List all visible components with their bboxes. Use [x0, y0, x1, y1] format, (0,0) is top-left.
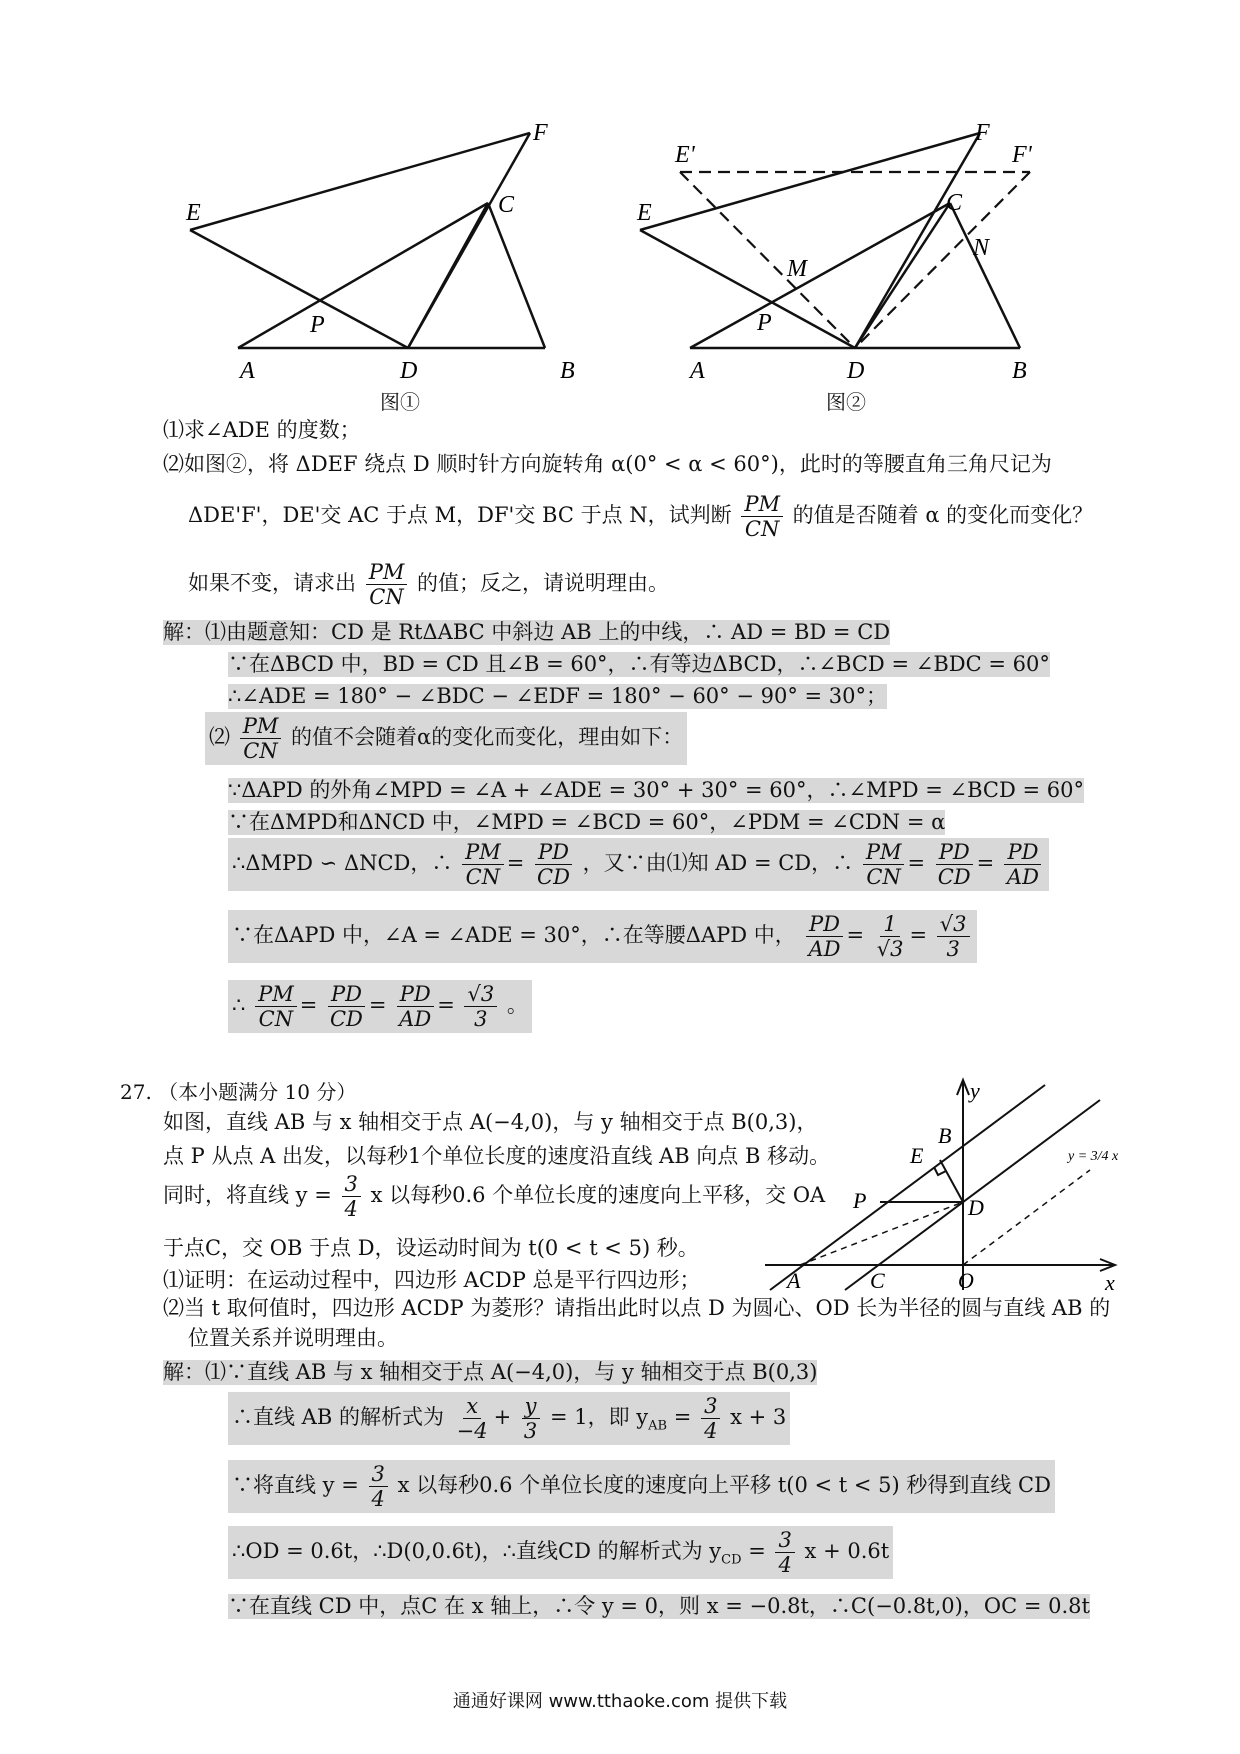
fig3-label-x: x — [1105, 1270, 1115, 1295]
q27-solution-line5: ∵在直线 CD 中，点C 在 x 轴上，∴令 y = 0，则 x = −0.8t，∴C(−0.8t,0)，OC = 0.8t — [228, 1594, 1090, 1618]
fig2-label-M: M — [787, 256, 807, 282]
fig2-label-A: A — [690, 358, 705, 384]
fig1-label-E: E — [186, 200, 201, 226]
q26-solution-line4: ⑵ $\frac{PM}{CN}$ 的值不会随着α的变化而变化，理由如下： — [205, 712, 687, 765]
fig3-label-C: C — [870, 1268, 885, 1293]
q27-solution-line1: 解：⑴∵直线 AB 与 x 轴相交于点 A(−4,0)，与 y 轴相交于点 B(0,3) — [163, 1360, 818, 1384]
fig1-label-A: A — [240, 358, 255, 384]
fig3-label-y: y — [970, 1078, 980, 1103]
q27-text-line5: ⑴证明：在运动过程中，四边形 ACDP 总是平行四边形； — [163, 1268, 701, 1292]
fig3-label-A: A — [787, 1268, 801, 1293]
q26-part2-line1: ⑵如图②，将 ΔDEF 绕点 D 顺时针方向旋转角 α(0° < α < 60°)，此时的等腰直角三角尺记为 — [163, 452, 1052, 476]
fig2-label-F: F — [975, 120, 990, 146]
figure-2-caption: 图② — [826, 390, 866, 414]
fraction-pm-cn: $\frac{PM}{CN}$ — [366, 560, 408, 609]
figure-2 — [620, 110, 1060, 410]
fig1-label-C: C — [498, 192, 515, 218]
fig1-label-D: D — [400, 358, 418, 384]
figure-1 — [150, 110, 575, 410]
q26-solution-line8: ∵在ΔAPD 中，∠A = ∠ADE = 30°，∴在等腰ΔAPD 中， $\frac{PD}{AD}$ = $\frac{1}{√3}$ = $\frac{√3}{3}$ — [228, 910, 977, 963]
q27-header: 27. （本小题满分 10 分） — [120, 1080, 357, 1104]
fig2-label-N: N — [973, 235, 990, 261]
q27-text-line4: 于点C，交 OB 于点 D，设运动时间为 t(0 < t < 5) 秒。 — [163, 1236, 699, 1260]
fraction-pm-cn: $\frac{PM}{CN}$ — [240, 714, 282, 763]
fig2-label-D: D — [847, 358, 865, 384]
figure-1-caption: 图① — [380, 390, 420, 414]
fig2-label-B: B — [1012, 358, 1027, 384]
q26-solution-line9: ∴ $\frac{PM}{CN}$ = $\frac{PD}{CD}$ = $\frac{PD}{AD}$ = $\frac{√3}{3}$ 。 — [228, 980, 532, 1033]
q27-solution-line3: ∵将直线 y = $\frac{3}{4}$ x 以每秒0.6 个单位长度的速度向上平移 t(0 < t < 5) 秒得到直线 CD — [228, 1460, 1055, 1513]
q26-part1: ⑴求∠ADE 的度数； — [163, 418, 361, 442]
q26-solution-line6: ∵在ΔMPD和ΔNCD 中，∠MPD = ∠BCD = 60°，∠PDM = ∠CDN = α — [228, 810, 946, 834]
fig2-label-F-prime: F' — [1012, 142, 1032, 168]
q27-text-line6: ⑵当 t 取何值时，四边形 ACDP 为菱形？请指出此时以点 D 为圆心、OD 长为半径的圆与直线 AB 的 — [163, 1296, 1111, 1320]
q26-part2-line2 — [188, 492, 1093, 541]
fig1-label-B: B — [560, 358, 575, 384]
q26-solution-line1: 解：⑴由题意知：CD 是 RtΔABC 中斜边 AB 上的中线，∴ AD = BD = CD — [163, 620, 891, 644]
fig3-line-label: y = 3/4 x — [1068, 1149, 1119, 1164]
q26-solution-line5: ∵ΔAPD 的外角∠MPD = ∠A + ∠ADE = 30° + 30° = 60°，∴∠MPD = ∠BCD = 60° — [228, 778, 1084, 802]
fig3-label-E: E — [910, 1143, 924, 1168]
q26-solution-line2: ∵在ΔBCD 中，BD = CD 且∠B = 60°，∴有等边ΔBCD，∴∠BCD = ∠BDC = 60° — [228, 652, 1050, 676]
fig2-label-P: P — [757, 310, 772, 336]
fig3-label-O: O — [958, 1268, 974, 1293]
q26-part2-line3: 如果不变，请求出 $\frac{PM}{CN}$ 的值；反之，请说明理由。 — [188, 560, 670, 610]
footer: 通通好课网 www.tthaoke.com 提供下载 — [452, 1691, 788, 1712]
q26-part2-line2-post: 的值是否随着 α 的变化而变化？ — [792, 503, 1094, 528]
figure-3 — [760, 1075, 1135, 1300]
fig1-label-F: F — [533, 120, 548, 146]
fig2-label-E: E — [637, 200, 652, 226]
fig2-label-E-prime: E' — [675, 142, 695, 168]
q27-text-line1: 如图，直线 AB 与 x 轴相交于点 A(−4,0)，与 y 轴相交于点 B(0,3)， — [163, 1110, 818, 1134]
q27-text-line3: 同时，将直线 y = $\frac{3}{4}$ x 以每秒0.6 个单位长度的速度向上平移，交 OA — [163, 1172, 826, 1222]
fig2-label-C: C — [946, 190, 963, 216]
q26-solution-line7: ∴ΔMPD ∽ ΔNCD，∴ $\frac{PM}{CN}$ = $\frac{PD}{CD}$ ，又∵由⑴知 AD = CD，∴ $\frac{PM}{CN}$ = $\frac{PD}{CD}$ = $\frac{PD}{AD}$ — [228, 838, 1049, 891]
fig3-label-D: D — [968, 1195, 984, 1220]
q27-solution-line2: ∴直线 AB 的解析式为 $\frac{x}{-4}$ + $\frac{y}{3}$ = 1，即 $y_{AB}$ = $\frac{3}{4}$ x + 3 — [228, 1392, 790, 1445]
q27-text-line2: 点 P 从点 A 出发，以每秒1个单位长度的速度沿直线 AB 向点 B 移动。 — [163, 1144, 831, 1168]
q27-solution-line4: ∴OD = 0.6t，∴D(0,0.6t)，∴直线CD 的解析式为 $y_{CD}$ = $\frac{3}{4}$ x + 0.6t — [228, 1526, 893, 1579]
q27-text-line7: 位置关系并说明理由。 — [188, 1326, 398, 1350]
q26-solution-line3: ∴∠ADE = 180° − ∠BDC − ∠EDF = 180° − 60° − 90° = 30°； — [228, 684, 888, 708]
fig1-label-P: P — [310, 312, 325, 338]
fig3-label-B: B — [938, 1123, 952, 1148]
q26-part2-line2-pre: ΔDE'F'，DE'交 AC 于点 M，DF'交 BC 于点 N，试判断 — [188, 503, 732, 528]
fig3-label-P: P — [853, 1188, 867, 1213]
fraction-pm-cn: $\frac{PM}{CN}$ — [741, 492, 783, 541]
